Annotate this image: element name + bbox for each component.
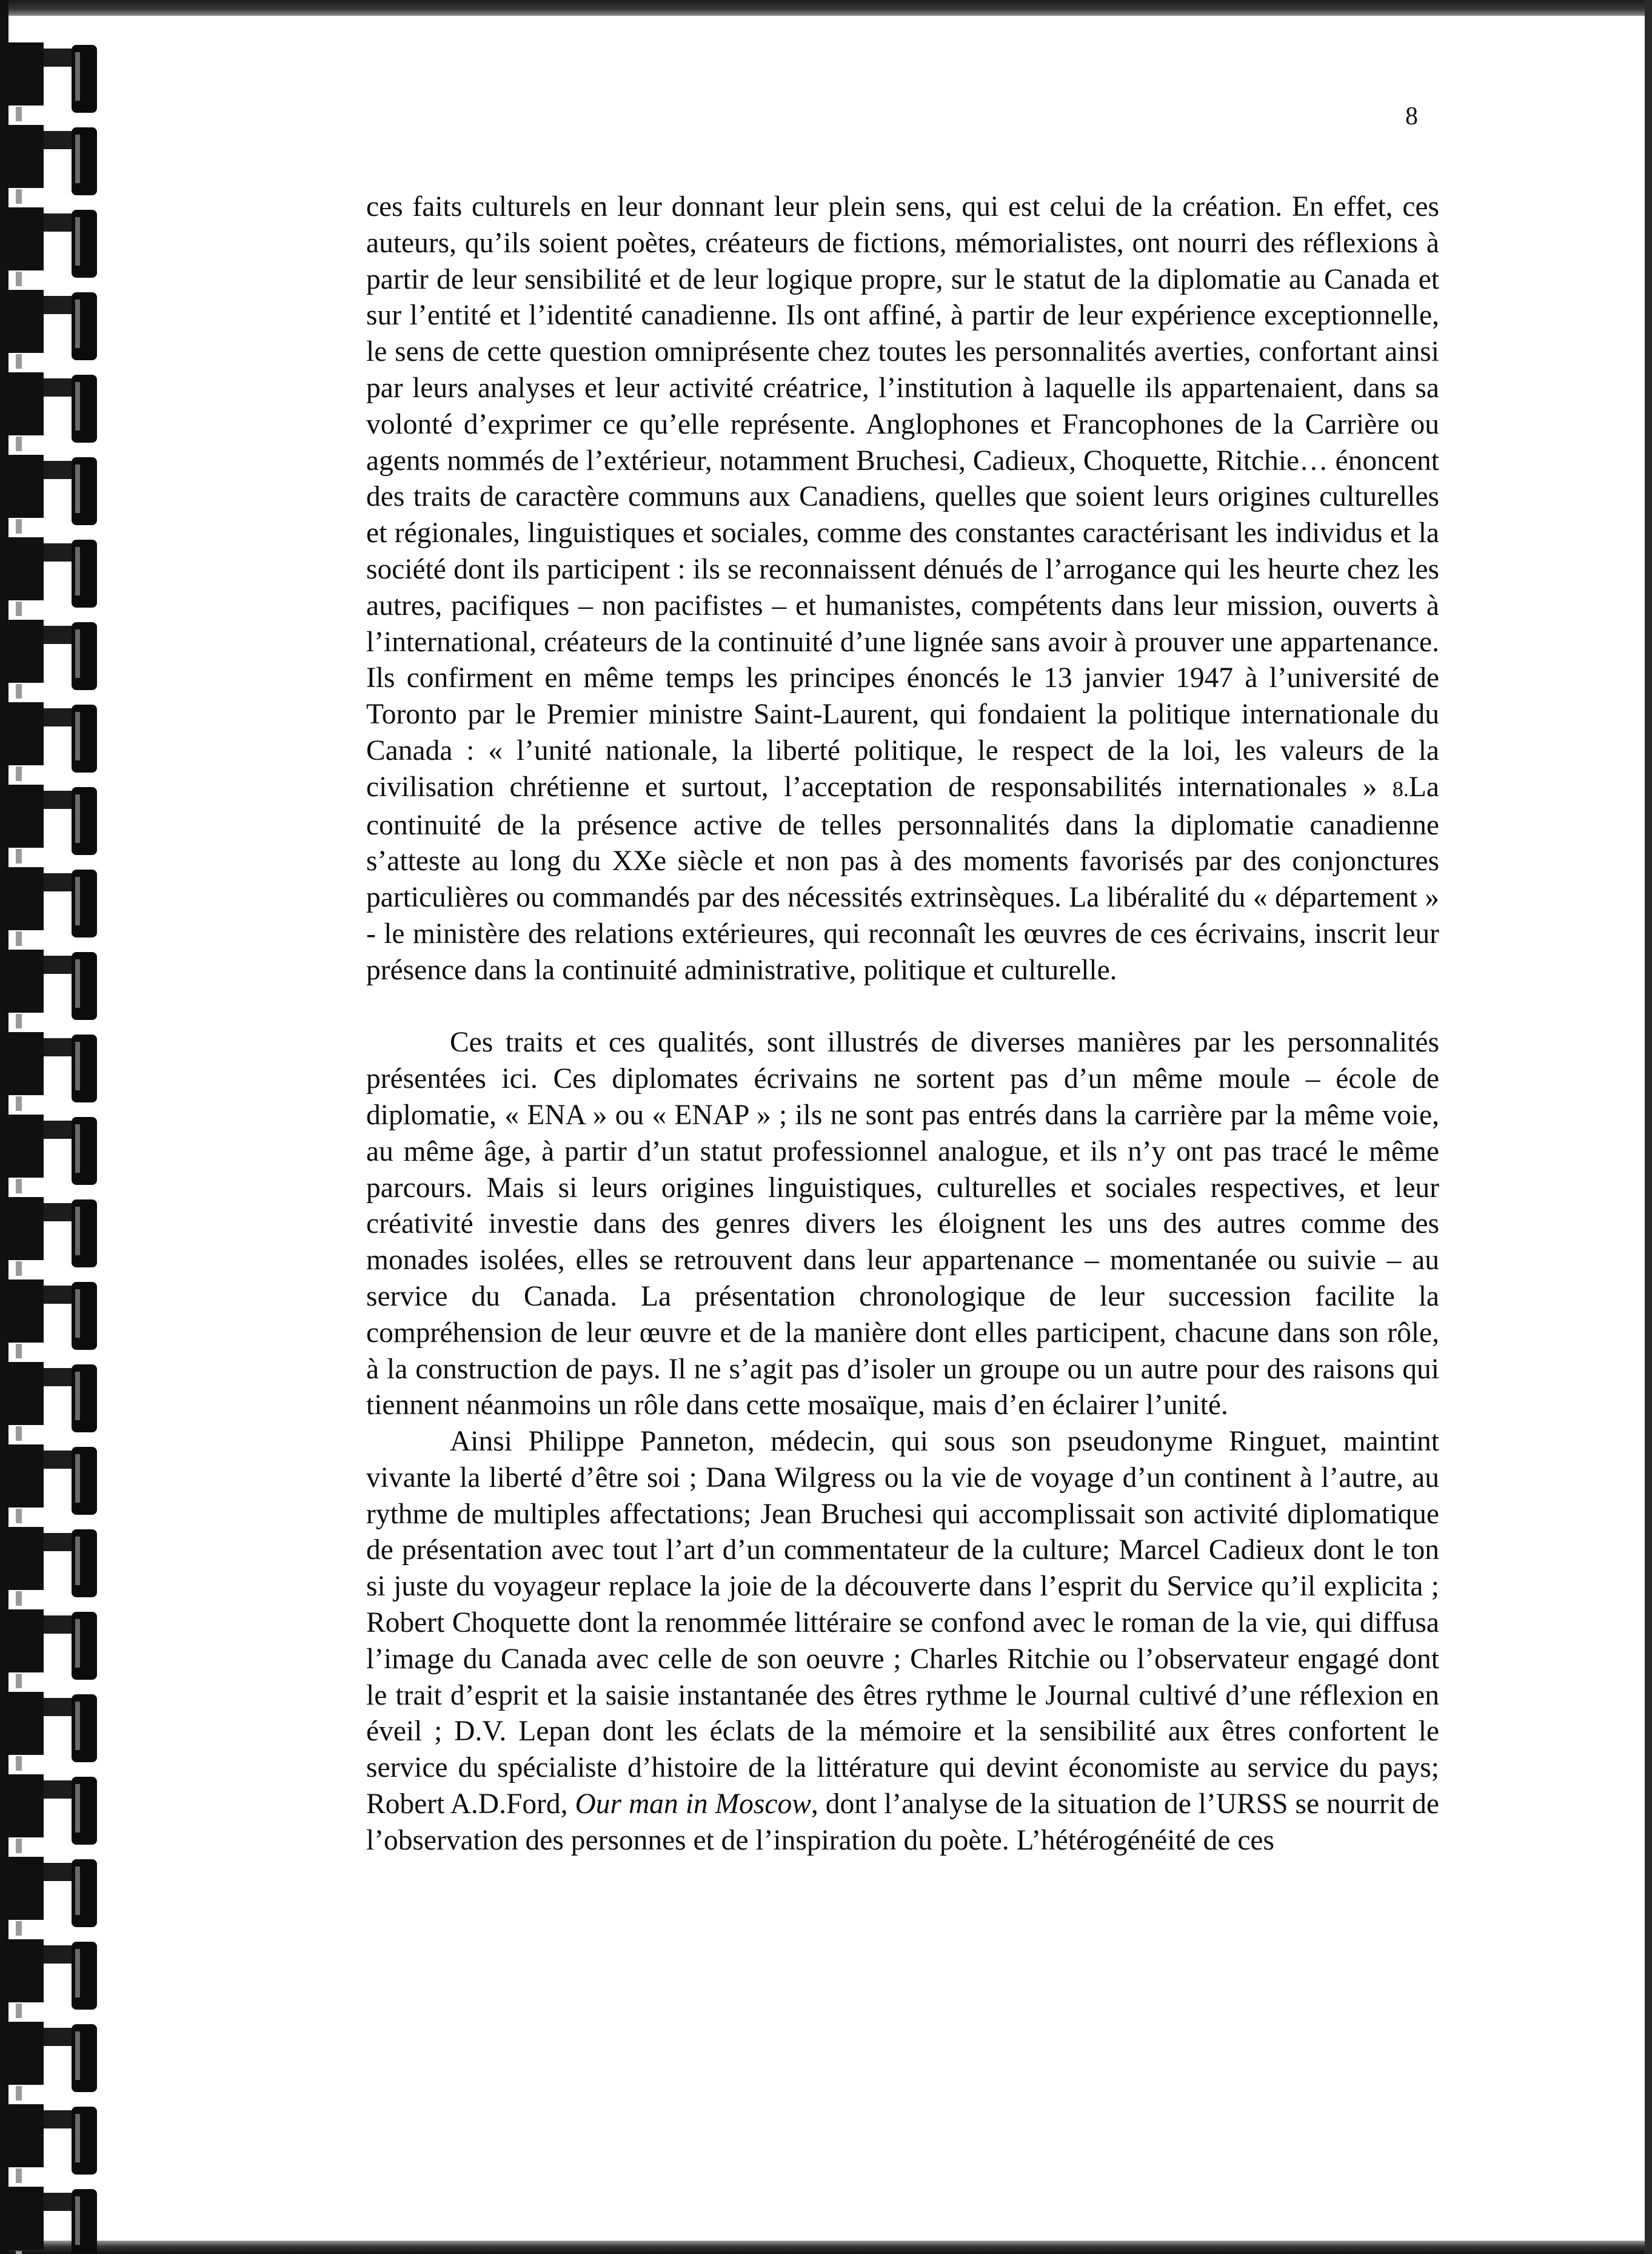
scan-right-edge	[1645, 0, 1652, 2254]
binding-coil	[8, 1444, 97, 1523]
binding-coil	[8, 1197, 97, 1276]
binding-coil	[8, 1774, 97, 1853]
footnote-ref: 8.	[1392, 776, 1409, 801]
binding-coil	[8, 702, 97, 781]
paragraph-1-text-after: La continuité de la présence active de telles personnalités dans la diplomatie canadienne s’atteste au long du XXe siècle et non pas à des moments favorisés par des conjonctures particulières ou commandés par des nécessités extrinsèques. La libéralité du « département » - le ministère des relations extérieures, qui reconnaît les œuvres de ces écrivains, inscrit leur présence dans la continuité administrative, politique et culturelle.	[366, 771, 1440, 986]
binding-coil	[8, 1527, 97, 1606]
binding-coil	[8, 125, 97, 204]
binding-coil	[8, 1032, 97, 1111]
binding-coil	[8, 1115, 97, 1193]
binding-coil	[8, 42, 97, 121]
scan-top-edge	[0, 0, 1652, 16]
book-title: Our man in Moscow	[575, 1788, 811, 1820]
binding-coil	[8, 620, 97, 699]
paragraph-3-text: Ainsi Philippe Panneton, médecin, qui sous son pseudonyme Ringuet, maintint vivante la liberté d’être soi ; Dana Wilgress ou la vie de voyage d’un continent à l’autre, au rythme de multiples affectations; Jean Bruchesi qui accomplissait son activité diplomatique de présentation avec tout l’art d’un commentateur de la culture; Marcel Cadieux dont le ton si juste du voyageur replace la joie de la découverte dans l’esprit du Service qu’il explicita ; Robert Choquette dont la renommée littéraire se confond avec le roman de la vie, qui diffusa l’image du Canada avec celle de son oeuvre ; Charles Ritchie ou l’observateur engagé dont le trait d’esprit et la saisie instantanée des êtres rythme le Journal cultivé d’une réflexion en éveil ; D.V. Lepan dont les éclats de la mémoire et la sensibilité aux êtres confortent le service du spécialiste d’histoire de la littérature qui devint économiste au service du pays; Robert A.D.Ford,	[366, 1426, 1439, 1820]
body-text	[366, 189, 1439, 1859]
paragraph-3	[366, 1424, 1439, 1859]
binding-coil	[8, 1609, 97, 1688]
binding-coil	[8, 1939, 97, 2018]
scan-bottom-edge	[0, 2241, 1652, 2254]
binding-coil	[8, 455, 97, 534]
binding-coil	[8, 1692, 97, 1771]
binding-coil	[8, 290, 97, 369]
page-number: 8	[1405, 102, 1418, 130]
binding-coil	[8, 2187, 97, 2254]
binding-coil	[8, 867, 97, 946]
binding-coil	[8, 2022, 97, 2101]
binding-coil	[8, 2104, 97, 2183]
binding-coil	[8, 950, 97, 1028]
paragraph-1	[366, 189, 1439, 989]
binding-coil	[8, 537, 97, 616]
paragraph-3-text-after: , dont l’analyse de la situation de l’URSS se nourrit de l’observation des personnes et de l’inspiration du poète. L’hétérogénéité de ces	[366, 1788, 1440, 1856]
paragraph-2: Ces traits et ces qualités, sont illustrés de diverses manières par les personnalités présentées ici. Ces diplomates écrivains ne sortent pas d’un même moule – école de diplomatie, « ENA » ou « ENAP » ; ils ne sont pas entrés dans la carrière par la même voie, au même âge, à partir d’un statut professionnel analogue, et ils n’y ont pas tracé le même parcours. Mais si leurs origines linguistiques, culturelles et sociales respectives, et leur créativité investie dans des genres divers les éloignent les uns des autres comme des monades isolées, elles se retrouvent dans leur appartenance – momentanée ou suivie – au service du Canada. La présentation chronologique de leur succession facilite la compréhension de leur œuvre et de la manière dont elles participent, chacune dans son rôle, à la construction de pays. Il ne s’agit pas d’isoler un groupe ou un autre pour des raisons qui tiennent néanmoins un rôle dans cette mosaïque, mais d’en éclairer l’unité.	[366, 1027, 1439, 1421]
paragraph-1-text: ces faits culturels en leur donnant leur plein sens, qui est celui de la création. En effet, ces auteurs, qu’ils soient poètes, créateurs de fictions, mémorialistes, ont nourri des réflexions à partir de leur sensibilité et de leur logique propre, sur le statut de la diplomatie au Canada et sur l’entité et l’identité canadienne. Ils ont affiné, à partir de leur expérience exceptionnelle, le sens de cette question omniprésente chez toutes les personnalités averties, confortant ainsi par leurs analyses et leur activité créatrice, l’institution à laquelle ils appartenaient, dans sa volonté d’exprimer ce qu’elle représente. Anglophones et Francophones de la Carrière ou agents nommés de l’extérieur, notamment Bruchesi, Cadieux, Choquette, Ritchie… énoncent des traits de caractère communs aux Canadiens, quelles que soient leurs origines culturelles et régionales, linguistiques et sociales, comme des constantes caractérisant les individus et la société dont ils participent : ils se reconnaissent dénués de l’arrogance qui les heurte chez les autres, pacifiques – non pacifistes – et humanistes, compétents dans leur mission, ouverts à l’international, créateurs de la continuité d’une lignée sans avoir à prouver une appartenance. Ils confirment en même temps les principes énoncés le 13 janvier 1947 à l’université de Toronto par le Premier ministre Saint-Laurent, qui fondaient la politique internationale du Canada : « l’unité nationale, la liberté politique, le respect de la loi, les valeurs de la civilisation chrétienne et surtout, l’acceptation de responsabilités internationales »	[366, 191, 1439, 803]
binding-coil	[8, 785, 97, 864]
binding-coil	[8, 1362, 97, 1441]
binding-coil	[8, 1857, 97, 1936]
spiral-binding	[0, 0, 127, 2254]
binding-coil	[8, 372, 97, 451]
binding-coil	[8, 1280, 97, 1358]
binding-coil	[8, 207, 97, 286]
